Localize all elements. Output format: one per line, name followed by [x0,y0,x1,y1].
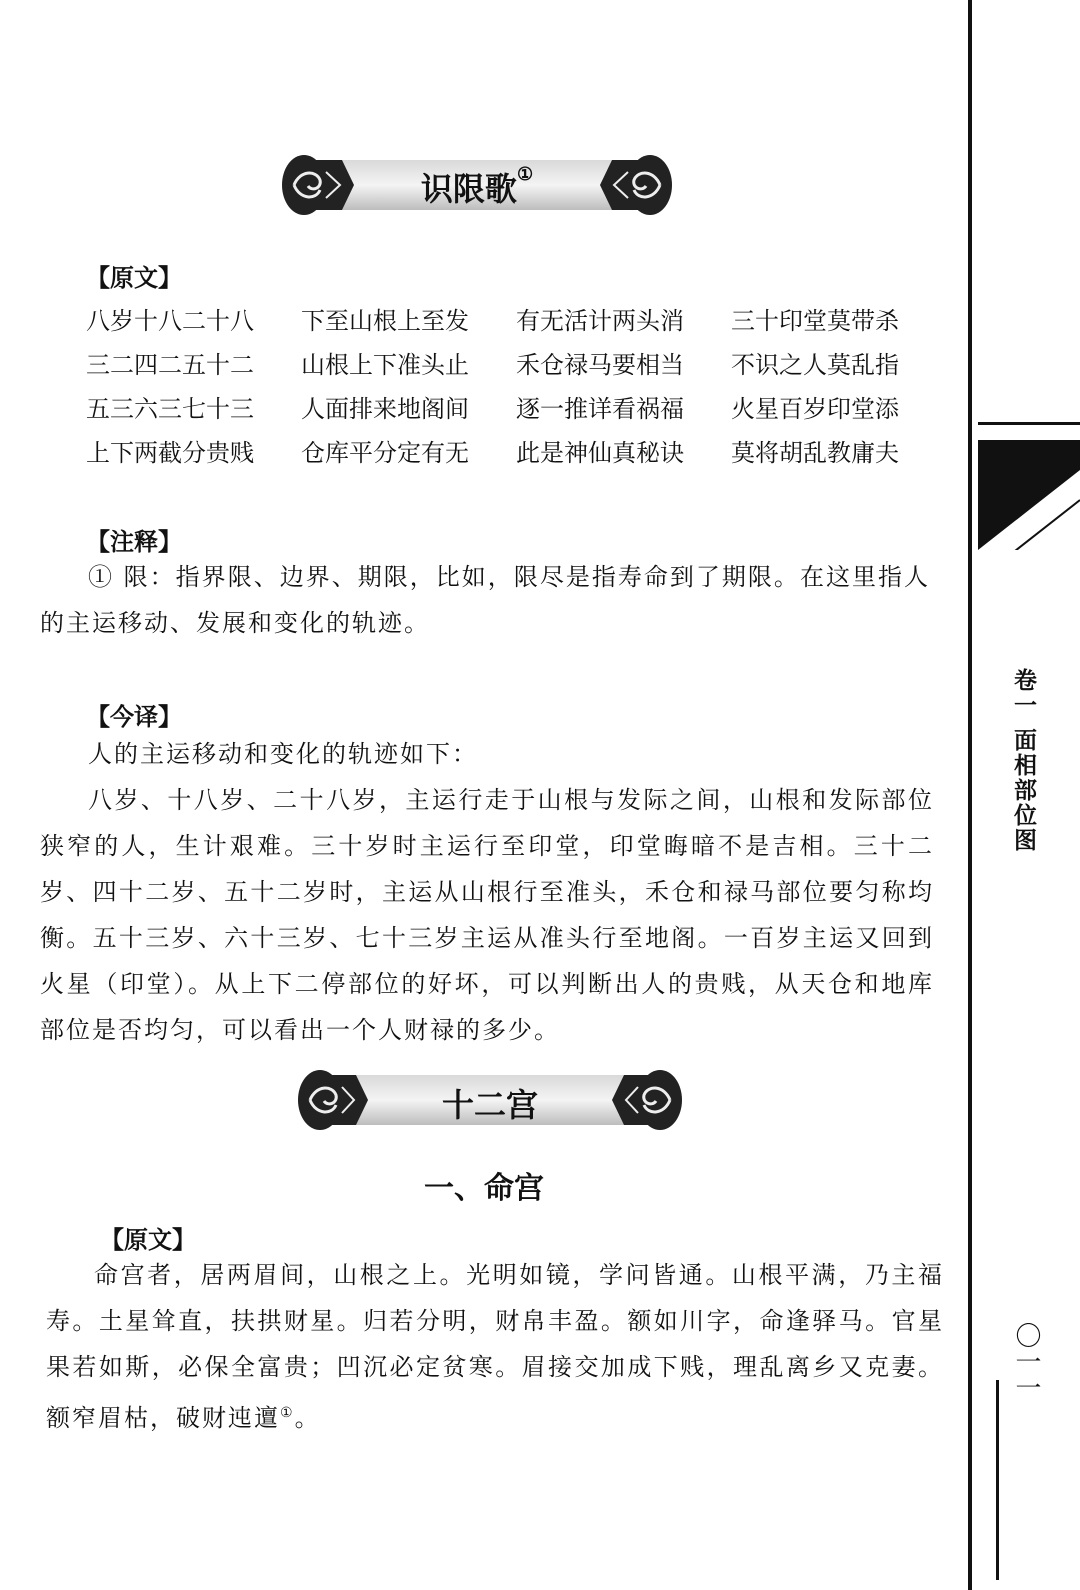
banner-title: 识限歌① [420,164,534,208]
banner-title: 十二宫 [441,1086,538,1124]
verse-line: 有无活计两头消 [516,306,684,335]
notes-label: 【注释】 [86,527,182,556]
translation-label: 【今译】 [86,702,182,731]
translation-paragraph [40,731,934,1053]
verse-line: 火星百岁印堂添 [731,394,899,423]
translation-line: 人的主运移动和变化的轨迹如下： [88,740,478,768]
verse-line: 三十印堂莫带杀 [731,306,899,335]
verse-line: 山根上下准头止 [301,350,469,379]
notes-paragraph: ① 限：指界限、边界、期限，比如，限尽是指寿命到了期限。在这里指人的主运移动、发展和变化的轨迹。 [40,563,930,637]
verse-line: 逐一推详看祸福 [516,394,684,423]
verse-line: 禾仓禄马要相当 [516,350,684,379]
verse-line: 此是神仙真秘诀 [516,438,684,467]
chapter-title: 卷一 面相部位图 [1010,668,1037,854]
original-text-label-2: 【原文】 [100,1225,196,1254]
original-text-label: 【原文】 [86,263,182,292]
verse-row [86,340,946,384]
tab-divider [978,422,1080,425]
translation-line: 八岁、十八岁、二十八岁，主运行走于山根与发际之间，山根和发际部位狭窄的人，生计艰难。三十岁时主运行至印堂，印堂晦暗不是吉相。三十二岁、四十二岁、五十二岁时，主运从山根行至准头，禾仓和禄马部位要匀称均衡。五十三岁、六十三岁、七十三岁主运从准头行至地阁。一百岁主运又回到火星（印堂）。从上下二停部位的好坏，可以判断出人的贵贱，从天仓和地库部位是否均匀，可以看出一个人财禄的多少。 [40,786,934,1044]
chapter-tab-marker [978,440,1080,550]
verse-line: 下至山根上至发 [301,306,469,335]
verse-line: 五三六三七十三 [86,394,254,423]
verse-row [86,428,946,472]
verse-line: 仓库平分定有无 [301,438,469,467]
margin-rule [968,0,972,1590]
verse-line: 莫将胡乱教庸夫 [731,438,899,467]
page-number: 〇一一 [1011,1322,1041,1400]
subsection-heading: 一、命宫 [424,1171,544,1206]
section-banner-shixiange [282,152,672,218]
margin-rule-lower [996,1380,999,1580]
verse-line: 八岁十八二十八 [86,306,254,335]
verse-row [86,296,946,340]
verse-block [86,296,946,472]
minggong-paragraph: 命宫者，居两眉间，山根之上。光明如镜，学问皆通。山根平满，乃主福寿。土星耸直，扶拱财星。归若分明，财帛丰盈。额如川字，命逢驿马。官星果若如斯，必保全富贵；凹沉必定贫寒。眉接交加成下贱，理乱离乡又克妻。额窄眉枯，破财迍邅①。 [46,1261,944,1432]
verse-line: 上下两截分贵贱 [86,438,254,467]
verse-line: 三二四二五十二 [86,350,254,379]
verse-line: 人面排来地阁间 [301,394,469,423]
verse-line: 不识之人莫乱指 [731,350,899,379]
section-banner-shiergong [298,1068,682,1132]
verse-row [86,384,946,428]
